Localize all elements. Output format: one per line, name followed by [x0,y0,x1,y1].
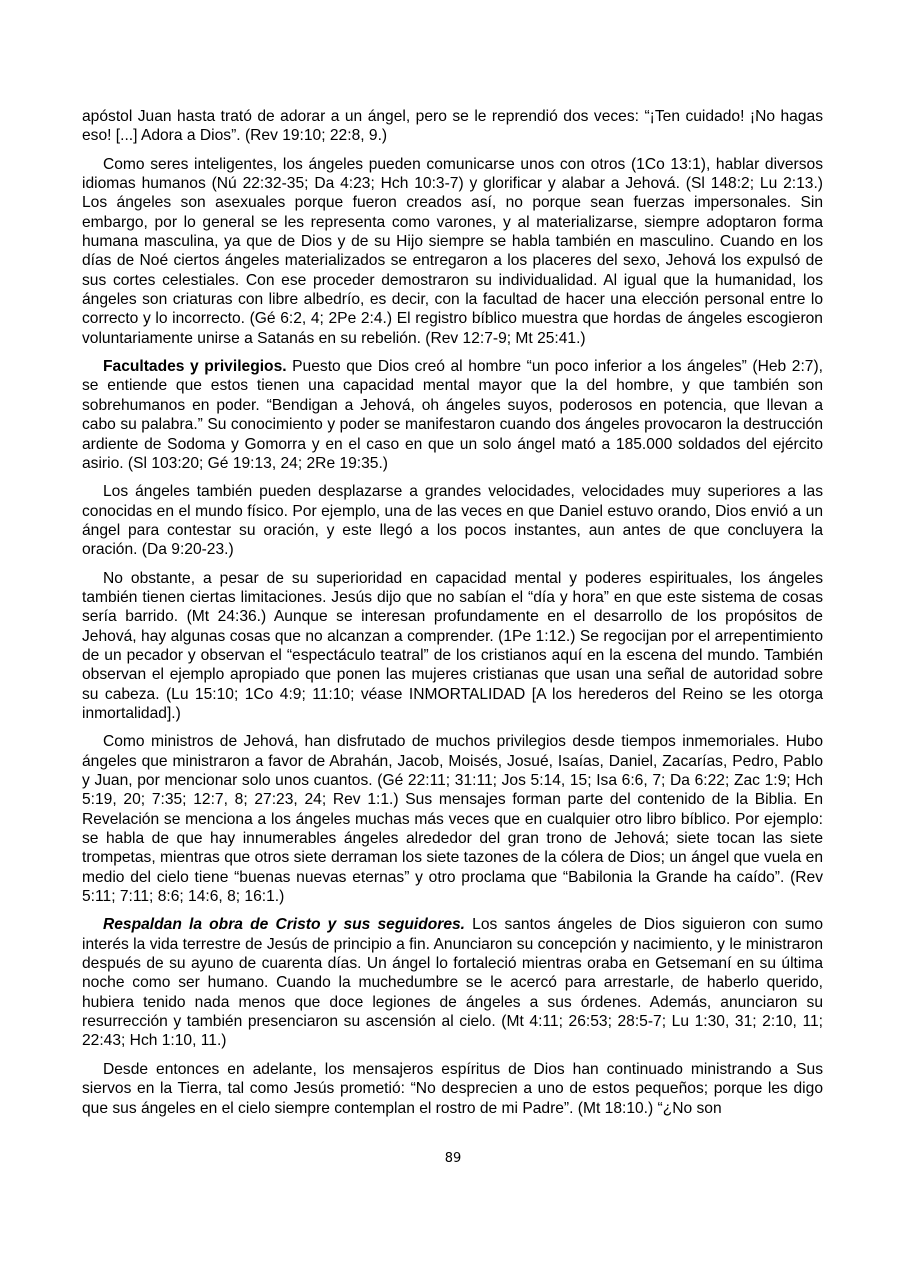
paragraph-text: Como ministros de Jehová, han disfrutado de muchos privilegios desde tiempos inmemoriales. Hubo ángeles que ministraron a favor de Abrahán, Jacob, Moisés, Josué, Isaías, Daniel, Zacarías, Pedro, Pablo y Juan, por mencionar solo unos cuantos. (Gé 22:11; 31:11; Jos 5:14, 15; Isa 6:6, 7; Da 6:22; Zac 1:9; Hch 5:19, 20; 7:35; 12:7, 8; 27:23, 24; Rev 1:1.) Sus mensajes forman parte del contenido de la Biblia. En Revelación se menciona a los ángeles muchas más veces que en cualquier otro libro bíblico. Por ejemplo: se habla de que hay innumerables ángeles alrededor del gran trono de Jehová; siete tocan las siete trompetas, mientras que otros siete derraman los siete tazones de la cólera de Dios; un ángel que vuela en medio del cielo tiene “buenas nuevas eternas” y otro proclama que “Babilonia la Grande ha caído”. (Rev 5:11; 7:11; 8:6; 14:6, 8; 16:1.) [82,733,823,906]
section-heading: Facultades y privilegios. [103,358,287,376]
section-heading: Respaldan la obra de Cristo y sus seguidores. [103,916,466,934]
paragraph [82,107,823,146]
paragraph [82,155,823,348]
paragraph-text: Los ángeles también pueden desplazarse a grandes velocidades, velocidades muy superiores a las conocidas en el mundo físico. Por ejemplo, una de las veces en que Daniel estuvo orando, Dios envió a un ángel para contestar su oración, y este llegó a los pocos instantes, aun antes de que concluyera la oración. (Da 9:20-23.) [82,483,823,559]
paragraph-text: Como seres inteligentes, los ángeles pueden comunicarse unos con otros (1Co 13:1), hablar diversos idiomas humanos (Nú 22:32-35; Da 4:23; Hch 10:3-7) y glorificar y alabar a Jehová. (Sl 148:2; Lu 2:13.) Los ángeles son asexuales porque fueron creados así, no porque sean fuerzas impersonales. Sin embargo, por lo general se les representa como varones, y al materializarse, siempre adoptaron forma humana masculina, ya que de Dios y de su Hijo siempre se habla también en masculino. Cuando en los días de Noé ciertos ángeles materializados se entregaron a los placeres del sexo, Jehová los expulsó de sus cortes celestiales. Con ese proceder demostraron su individualidad. Al igual que la humanidad, los ángeles son criaturas con libre albedrío, es decir, con la facultad de hacer una elección personal entre lo correcto y lo incorrecto. (Gé 6:2, 4; 2Pe 2:4.) El registro bíblico muestra que hordas de ángeles escogieron voluntariamente unirse a Satanás en su rebelión. (Rev 12:7-9; Mt 25:41.) [82,155,823,347]
paragraph [82,1060,823,1118]
paragraph-text: No obstante, a pesar de su superioridad en capacidad mental y poderes espirituales, los ángeles también tienen ciertas limitaciones. Jesús dijo que no sabían el “día y hora” en que este sistema de cosas sería barrido. (Mt 24:36.) Aunque se interesan profundamente en el desarrollo de los propósitos de Jehová, hay algunas cosas que no alcanzan a comprender. (1Pe 1:12.) Se regocijan por el arrepentimiento de un pecador y observan el “espectáculo teatral” de los cristianos aquí en la escena del mundo. También observan el ejemplo apropiado que ponen las mujeres cristianas que usan una señal de autoridad sobre su cabeza. (Lu 15:10; 1Co 4:9; 11:10; véase INMORTALIDAD [A los herederos del Reino se les otorga inmortalidad].) [82,569,823,722]
paragraph [82,732,823,906]
document-body [82,107,823,1127]
paragraph [82,482,823,559]
page-number: 89 [444,1151,462,1166]
paragraph [82,915,823,1050]
paragraph-text: Puesto que Dios creó al hombre “un poco inferior a los ángeles” (Heb 2:7), se entiende que estos tienen una capacidad mental mayor que la del hombre, y que también son sobrehumanos en poder. “Bendigan a Jehová, oh ángeles suyos, poderosos en potencia, que llevan a cabo su palabra.” Su conocimiento y poder se manifestaron cuando dos ángeles provocaron la destrucción ardiente de Sodoma y Gomorra y en el caso en que un solo ángel mató a 185.000 soldados del ejército asirio. (Sl 103:20; Gé 19:13, 24; 2Re 19:35.) [82,358,823,472]
paragraph-text: Los santos ángeles de Dios siguieron con sumo interés la vida terrestre de Jesús de principio a fin. Anunciaron su concepción y nacimiento, y le ministraron después de su ayuno de cuarenta días. Un ángel lo fortaleció mientras oraba en Getsemaní en su última noche como ser humano. Cuando la muchedumbre se le acercó para arrestarle, de haberlo querido, hubiera tenido nada menos que doce legiones de ángeles a sus órdenes. Además, anunciaron su resurrección y también presenciaron su ascensión al cielo. (Mt 4:11; 26:53; 28:5-7; Lu 1:30, 31; 2:10, 11; 22:43; Hch 1:10, 11.) [82,916,823,1050]
paragraph [82,569,823,724]
paragraph [82,357,823,473]
paragraph-text: apóstol Juan hasta trató de adorar a un ángel, pero se le reprendió dos veces: “¡Ten cuidado! ¡No hagas eso! [...] Adora a Dios”. (Rev 19:10; 22:8, 9.) [82,108,823,145]
paragraph-text: Desde entonces en adelante, los mensajeros espíritus de Dios han continuado ministrando a Sus siervos en la Tierra, tal como Jesús prometió: “No desprecien a uno de estos pequeños; porque les digo que sus ángeles en el cielo siempre contemplan el rostro de mi Padre”. (Mt 18:10.) “¿No son [82,1060,823,1117]
